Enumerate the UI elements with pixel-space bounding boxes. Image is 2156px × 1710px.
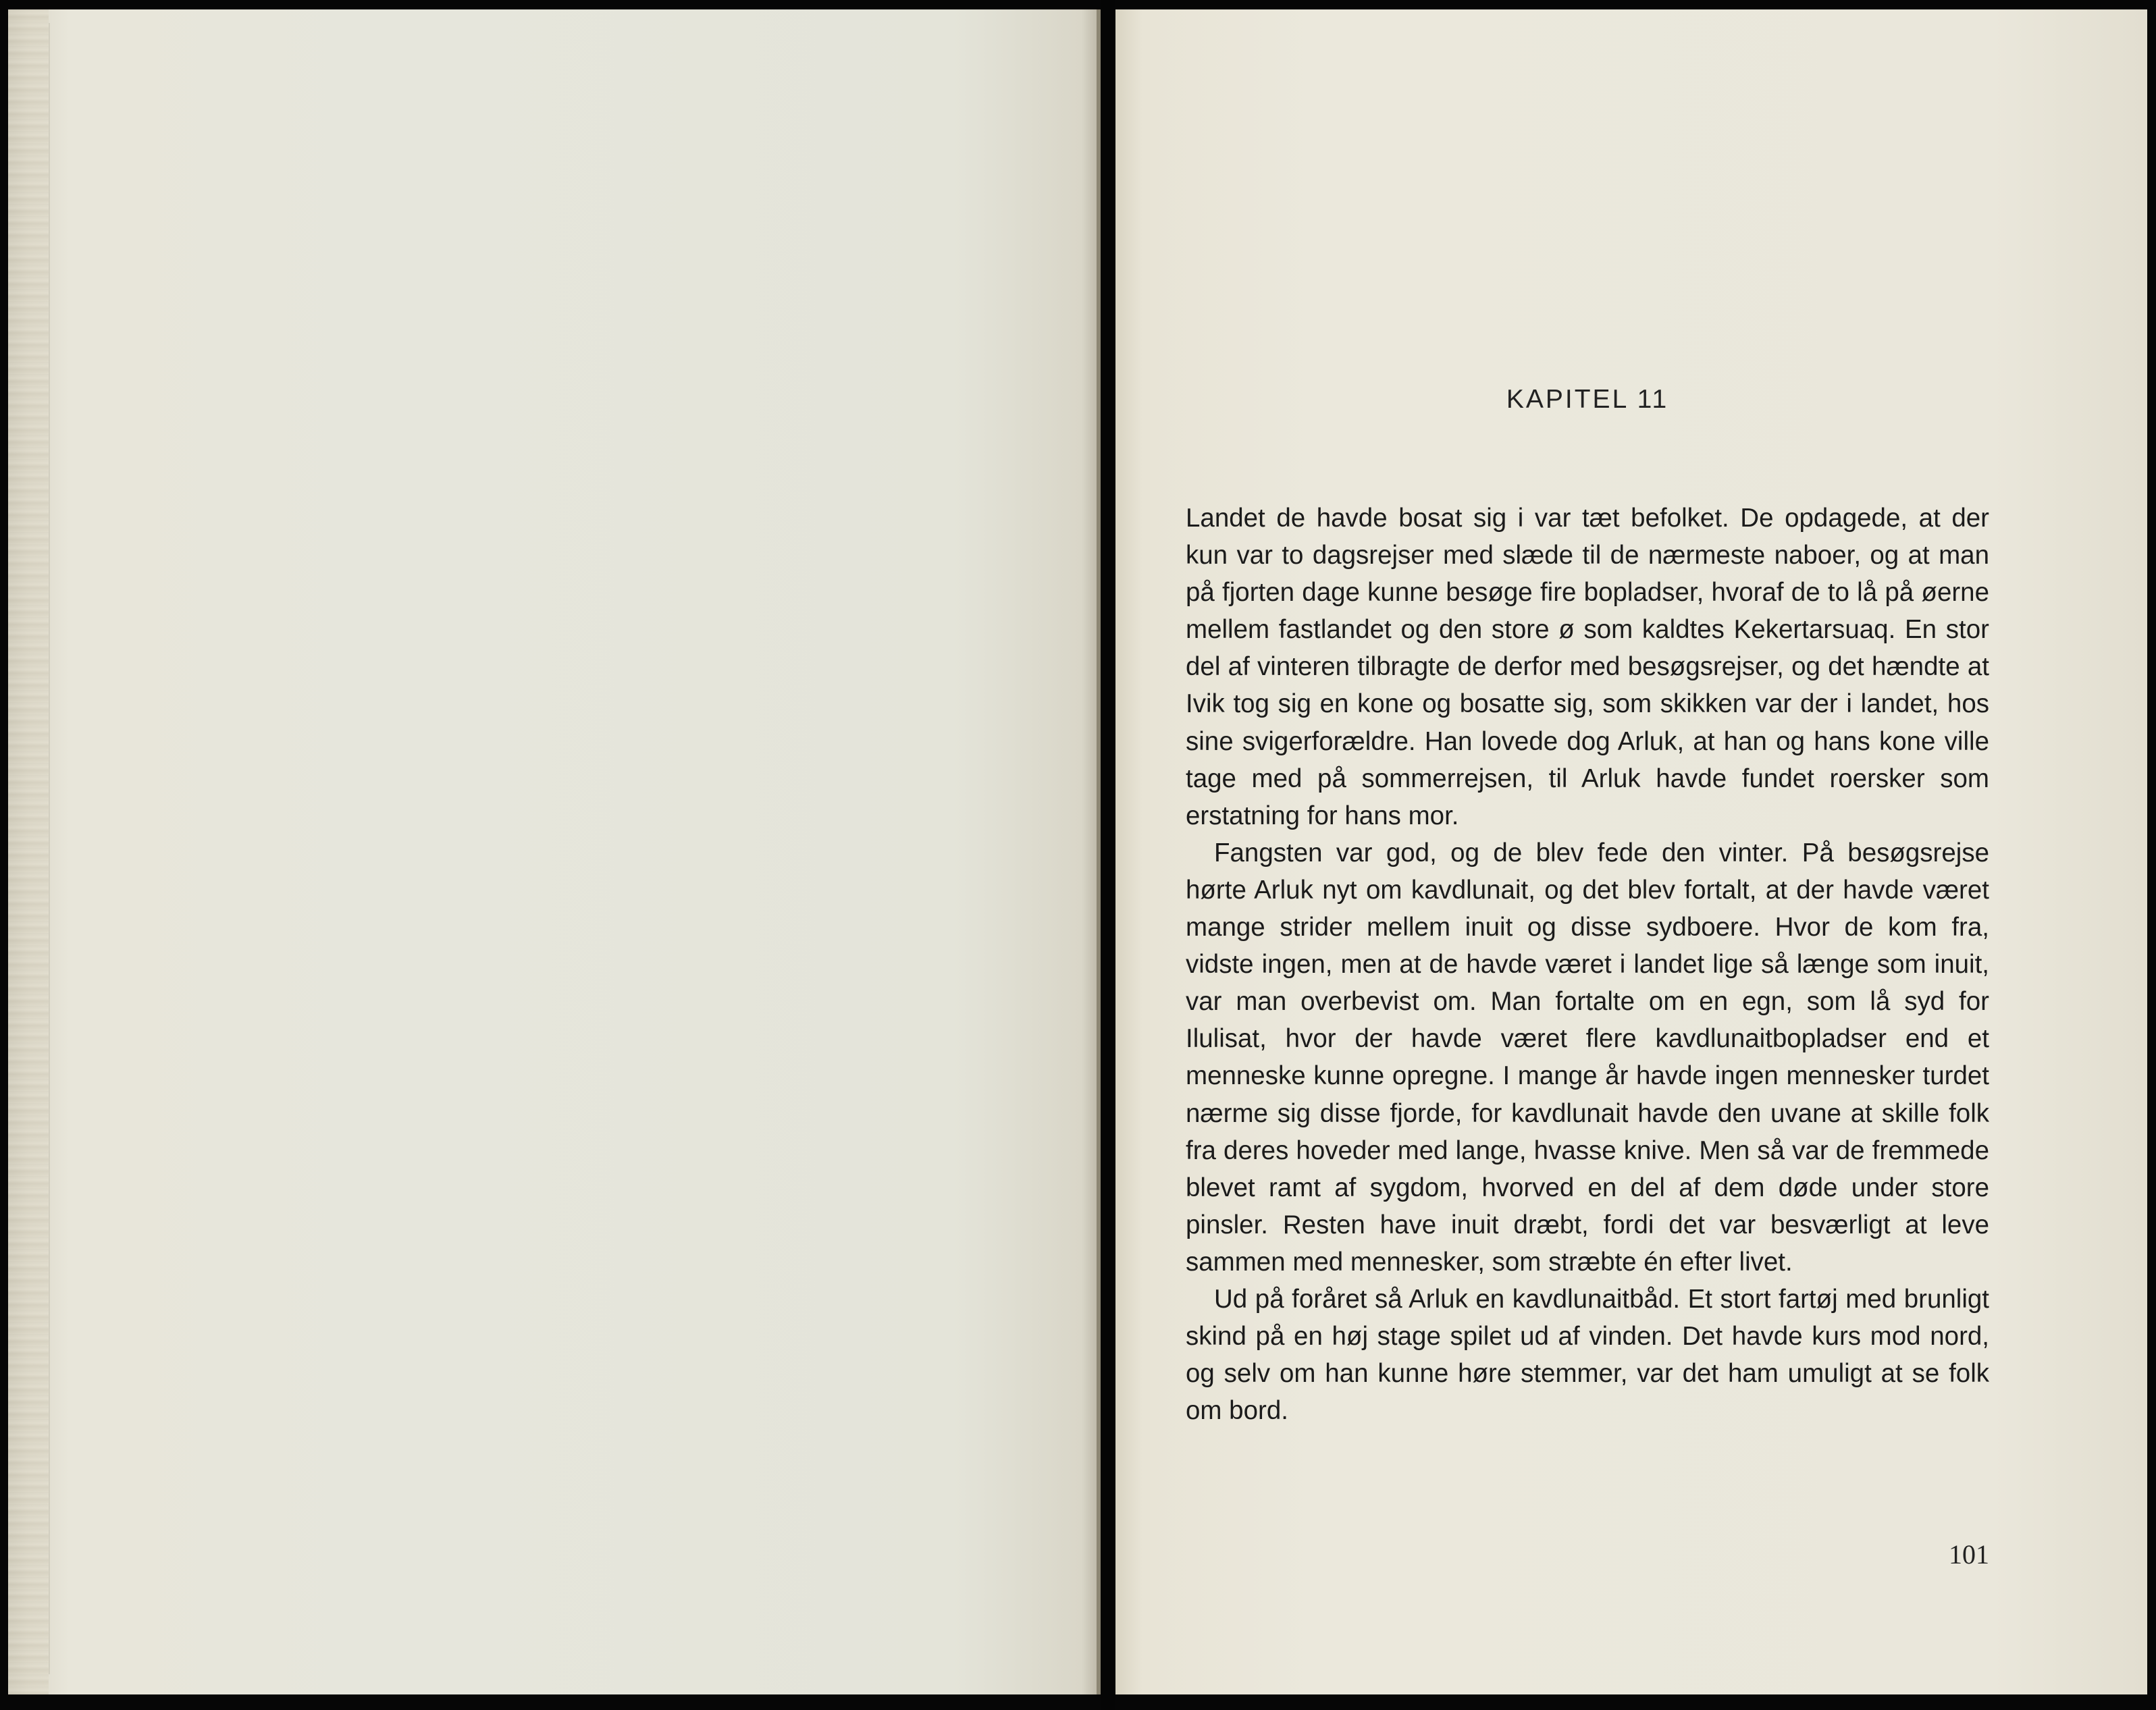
page-edge <box>8 9 49 1694</box>
body-text <box>1186 500 1989 1429</box>
chapter-title: KAPITEL 11 <box>1506 385 1669 414</box>
paragraph-3: Ud på foråret så Arluk en kavdlunaitbåd. Et stort fartøj med brunligt skind på en høj stage spilet ud af vinden. Det havde kurs mod nord, og selv om han kunne høre stemmer, var det ham umuligt at se folk om bord. <box>1186 1284 1989 1426</box>
paragraph-2: Fangsten var god, og de blev fede den vinter. På besøgsrejse hørte Arluk nyt om kavdlunait, og det blev fortalt, at der havde været mange strider mellem inuit og disse sydboere. Hvor de kom fra, vidste ingen, men at de havde været i landet lige så længe som inuit, var man overbevist om. Man fortalte om en egn, som lå syd for Ilulisat, hvor der havde været flere kavdlunaitbopladser end et menneske kunne opregne. I mange år havde ingen mennesker turdet nærme sig disse fjorde, for kavdlunait havde den uvane at skille folk fra deres hoveder med lange, hvasse knive. Men så var de fremmede blevet ramt af sygdom, hvorved en del af dem døde under store pinsler. Resten have inuit dræbt, fordi det var besværligt at leve sammen med mennesker, som stræbte én efter livet. <box>1186 838 1989 1277</box>
page-inner-border <box>49 23 1070 1674</box>
page-number: 101 <box>1949 1539 1989 1570</box>
right-page <box>1115 9 2147 1694</box>
left-page <box>8 9 1101 1694</box>
book-gutter <box>1101 0 1115 1710</box>
paragraph-1: Landet de havde bosat sig i var tæt befolket. De opdagede, at der kun var to dagsrejser med slæde til de nærmeste naboer, og at man på fjorten dage kunne besøge fire bopladser, hvoraf de to lå på øerne mellem fastlandet og den store ø som kaldtes Kekertarsuaq. En stor del af vinteren tilbragte de derfor med besøgsrejser, og det hændte at Ivik tog sig en kone og bosatte sig, som skikken var der i landet, hos sine svigerforældre. Han lovede dog Arluk, at han og hans kone ville tage med på sommerrejsen, til Arluk havde fundet roersker som erstatning for hans mor. <box>1186 504 1989 830</box>
